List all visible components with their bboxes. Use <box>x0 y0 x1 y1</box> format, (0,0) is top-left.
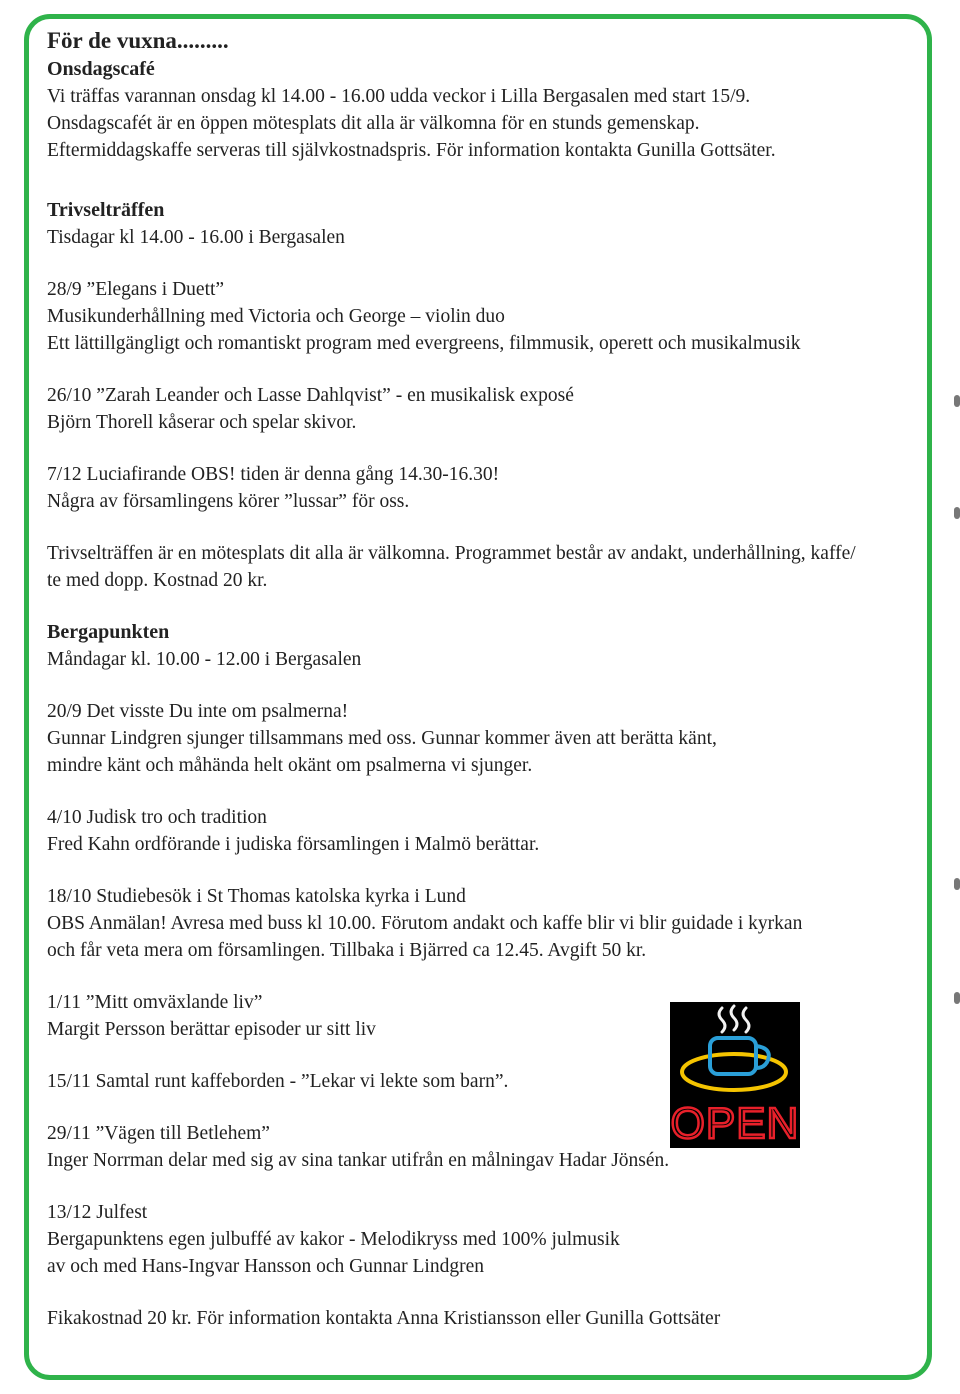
section-heading-trivseltraffen: Trivselträffen <box>47 199 165 221</box>
event-line: av och med Hans-Ingvar Hansson och Gunnar Lindgren <box>47 1256 484 1277</box>
schedule-line: Tisdagar kl 14.00 - 16.00 i Bergasalen <box>47 227 345 248</box>
event-line: 29/11 ”Vägen till Betlehem” <box>47 1123 270 1144</box>
event-line: 15/11 Samtal runt kaffeborden - ”Lekar vi lekte som barn”. <box>47 1071 509 1092</box>
edge-mark <box>954 878 960 890</box>
footer-line: Fikakostnad 20 kr. För information kontakta Anna Kristiansson eller Gunilla Gottsäter <box>47 1308 721 1329</box>
edge-mark <box>954 395 960 407</box>
paragraph-line: Onsdagscafét är en öppen mötesplats dit alla är välkomna för en stunds gemenskap. <box>47 113 700 134</box>
paragraph-line: Vi träffas varannan onsdag kl 14.00 - 16.00 udda veckor i Lilla Bergasalen med start 15/9. <box>47 86 751 107</box>
event-line: Margit Persson berättar episoder ur sitt liv <box>47 1019 376 1040</box>
event-line: Fred Kahn ordförande i judiska församlingen i Malmö berättar. <box>47 834 540 855</box>
event-line: mindre känt och måhända helt okänt om psalmerna vi sjunger. <box>47 755 533 776</box>
info-line: Trivselträffen är en mötesplats dit alla är välkomna. Programmet består av andakt, underhållning, kaffe/ <box>47 543 856 564</box>
event-line: 13/12 Julfest <box>47 1202 148 1223</box>
event-line: 26/10 ”Zarah Leander och Lasse Dahlqvist” - en musikalisk exposé <box>47 385 574 406</box>
schedule-line: Måndagar kl. 10.00 - 12.00 i Bergasalen <box>47 649 362 670</box>
paragraph-line: Eftermiddagskaffe serveras till självkostnadspris. För information kontakta Gunilla Gottsäter. <box>47 140 776 161</box>
event-line: Björn Thorell kåserar och spelar skivor. <box>47 412 357 433</box>
event-line: Bergapunktens egen julbuffé av kakor - Melodikryss med 100% julmusik <box>47 1229 620 1250</box>
event-line: Gunnar Lindgren sjunger tillsammans med oss. Gunnar kommer även att berätta känt, <box>47 728 717 749</box>
event-line: OBS Anmälan! Avresa med buss kl 10.00. Förutom andakt och kaffe blir vi blir guidade i kyrkan <box>47 913 803 934</box>
event-line: 28/9 ”Elegans i Duett” <box>47 279 225 300</box>
event-line: 4/10 Judisk tro och tradition <box>47 807 267 828</box>
event-line: Musikunderhållning med Victoria och George – violin duo <box>47 306 505 327</box>
edge-mark <box>954 992 960 1004</box>
event-line: 7/12 Luciafirande OBS! tiden är denna gång 14.30-16.30! <box>47 464 500 485</box>
event-line: 20/9 Det visste Du inte om psalmerna! <box>47 701 349 722</box>
event-line: 18/10 Studiebesök i St Thomas katolska kyrka i Lund <box>47 886 466 907</box>
edge-mark <box>954 507 960 519</box>
event-line: 1/11 ”Mitt omväxlande liv” <box>47 992 263 1013</box>
open-text: OPEN <box>670 1099 800 1148</box>
event-line: Inger Norrman delar med sig av sina tankar utifrån en målningav Hadar Jönsén. <box>47 1150 670 1171</box>
section-heading-bergapunkten: Bergapunkten <box>47 621 170 643</box>
section-heading-onsdagscafe: Onsdagscafé <box>47 58 155 80</box>
coffee-cup-icon <box>670 1002 800 1148</box>
event-line: Ett lättillgängligt och romantiskt program med evergreens, filmmusik, operett och musikalmusik <box>47 333 801 354</box>
event-line: Några av församlingens körer ”lussar” för oss. <box>47 491 410 512</box>
steam-icon <box>719 1006 749 1032</box>
event-line: och får veta mera om församlingen. Tillbaka i Bjärred ca 12.45. Avgift 50 kr. <box>47 940 647 961</box>
page-title: För de vuxna......... <box>47 28 229 53</box>
open-sign-image <box>670 1002 800 1148</box>
info-line: te med dopp. Kostnad 20 kr. <box>47 570 268 591</box>
